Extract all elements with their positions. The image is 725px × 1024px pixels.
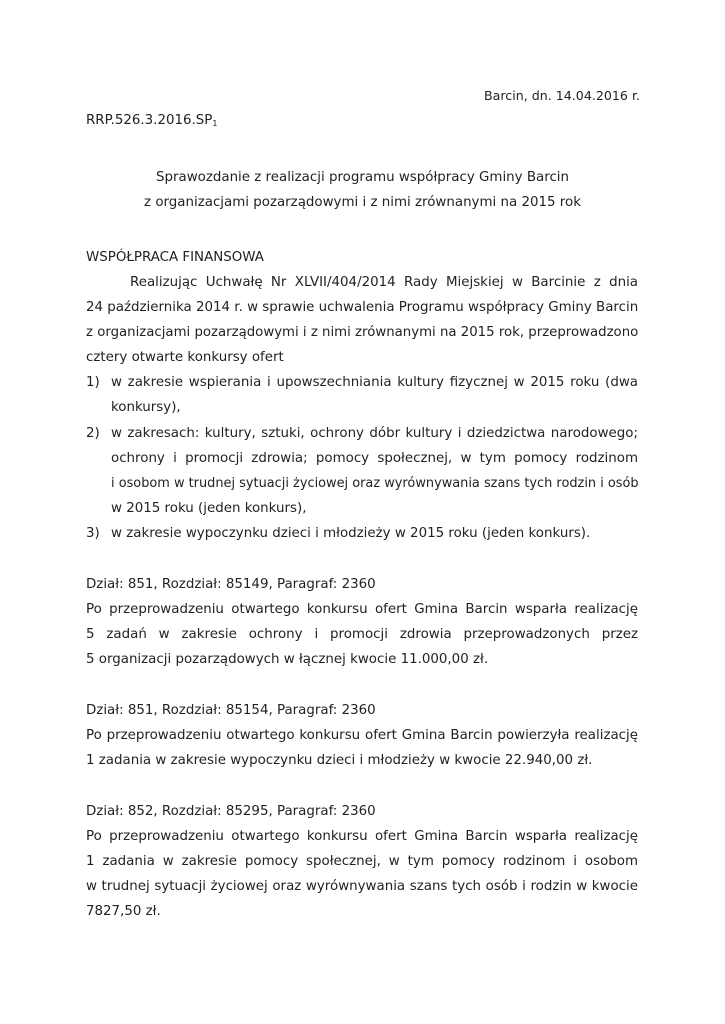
list-item-3-line-1: w zakresie wypoczynku dzieci i młodzieży w 2015 roku (jeden konkurs). (111, 526, 591, 541)
section-heading: WSPÓŁPRACA FINANSOWA (86, 250, 264, 265)
block-2-heading: Dział: 851, Rozdział: 85154, Paragraf: 2360 (86, 703, 376, 718)
list-item-2-line-1: w zakresach: kultury, sztuki, ochrony dóbr kultury i dziedzictwa narodowego; (111, 426, 638, 441)
block-2-line-1: Po przeprowadzeniu otwartego konkursu ofert Gmina Barcin powierzyła realizację (86, 728, 638, 743)
intro-line-3: z organizacjami pozarządowymi i z nimi zrównanymi na 2015 rok, przeprowadzono (86, 325, 639, 340)
list-item-2-line-2: ochrony i promocji zdrowia; pomocy społecznej, w tym pomocy rodzinom (111, 451, 638, 466)
block-2-line-2: 1 zadania w zakresie wypoczynku dzieci i młodzieży w kwocie 22.940,00 zł. (86, 753, 593, 768)
intro-line-1: Realizując Uchwałę Nr XLVII/404/2014 Rady Miejskiej w Barcinie z dnia (130, 275, 638, 290)
reference-number (86, 113, 217, 132)
block-3-line-4: 7827,50 zł. (86, 904, 161, 919)
intro-line-2: 24 października 2014 r. w sprawie uchwalenia Programu współpracy Gminy Barcin (86, 300, 639, 315)
block-3-line-1: Po przeprowadzeniu otwartego konkursu ofert Gmina Barcin wsparła realizację (86, 829, 638, 844)
list-number-2: 2) (86, 426, 100, 441)
intro-line-4: cztery otwarte konkursy ofert (86, 350, 284, 365)
block-3-heading: Dział: 852, Rozdział: 85295, Paragraf: 2360 (86, 804, 376, 819)
block-3-line-3: w trudnej sytuacji życiowej oraz wyrównywania szans tych osób i rodzin w kwocie (86, 879, 638, 894)
block-1-line-2: 5 zadań w zakresie ochrony i promocji zdrowia przeprowadzonych przez (86, 627, 638, 642)
list-item-2-line-3: i osobom w trudnej sytuacji życiowej oraz wyrównywania szans tych rodzin i osób (111, 476, 639, 491)
block-3-line-2: 1 zadania w zakresie pomocy społecznej, w tym pomocy rodzinom i osobom (86, 854, 638, 869)
list-number-3: 3) (86, 526, 100, 541)
title-line-2: z organizacjami pozarządowymi i z nimi zrównanymi na 2015 rok (144, 195, 581, 210)
block-1-line-1: Po przeprowadzeniu otwartego konkursu ofert Gmina Barcin wsparła realizację (86, 602, 638, 617)
reference-subscript: 1 (212, 119, 218, 128)
list-item-1-line-2: konkursy), (111, 400, 181, 415)
reference-main: RRP.526.3.2016.SP (86, 113, 213, 128)
list-number-1: 1) (86, 375, 100, 390)
block-1-line-3: 5 organizacji pozarządowych w łącznej kwocie 11.000,00 zł. (86, 652, 489, 667)
list-item-2-line-4: w 2015 roku (jeden konkurs), (111, 501, 307, 516)
place-date: Barcin, dn. 14.04.2016 r. (484, 88, 640, 103)
title-line-1: Sprawozdanie z realizacji programu współpracy Gminy Barcin (155, 170, 570, 185)
block-1-heading: Dział: 851, Rozdział: 85149, Paragraf: 2360 (86, 577, 376, 592)
list-item-1-line-1: w zakresie wspierania i upowszechniania kultury fizycznej w 2015 roku (dwa (111, 375, 638, 390)
